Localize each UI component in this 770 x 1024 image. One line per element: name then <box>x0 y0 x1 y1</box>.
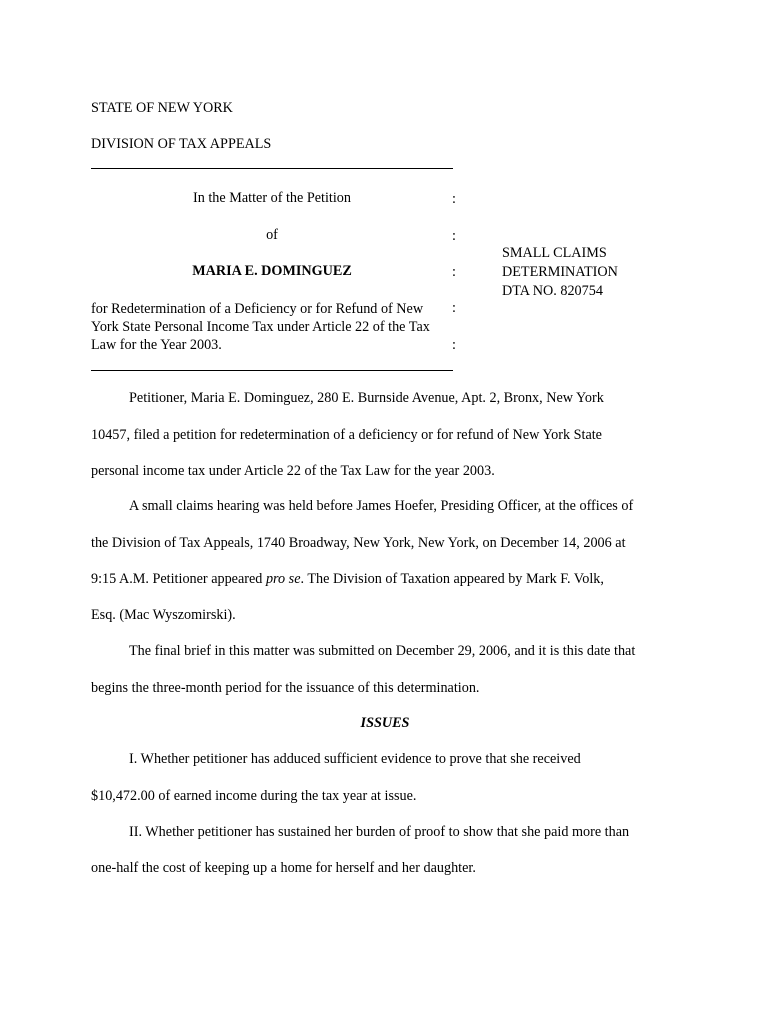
caption-colon: : <box>452 264 456 280</box>
caption-colon: : <box>452 300 456 316</box>
paragraph-line: the Division of Tax Appeals, 1740 Broadway, New York, New York, on December 14, 2006 at <box>91 535 626 551</box>
paragraph-line: Petitioner, Maria E. Dominguez, 280 E. Burnside Avenue, Apt. 2, Bronx, New York <box>129 390 604 406</box>
determination-type-line2: DETERMINATION <box>502 264 618 280</box>
issues-heading: ISSUES <box>360 715 410 731</box>
issue-line: one-half the cost of keeping up a home for herself and her daughter. <box>91 860 476 876</box>
caption-bottom-rule <box>91 370 453 371</box>
paragraph-line: 10457, filed a petition for redetermination of a deficiency or for refund of New York State <box>91 427 602 443</box>
petition-purpose: for Redetermination of a Deficiency or for Refund of New York State Personal Income Tax under Article 22 of the Tax Law for the Year 2003. <box>91 301 430 353</box>
paragraph-line: begins the three-month period for the issuance of this determination. <box>91 680 480 696</box>
caption-colon: : <box>452 337 456 353</box>
paragraph-line: Esq. (Mac Wyszomirski). <box>91 607 236 623</box>
paragraph-line: personal income tax under Article 22 of the Tax Law for the year 2003. <box>91 463 495 479</box>
docket-number: DTA NO. 820754 <box>502 283 603 299</box>
paragraph-text: . The Division of Taxation appeared by Mark F. Volk, <box>300 571 604 587</box>
division-header: DIVISION OF TAX APPEALS <box>91 136 272 152</box>
caption-top-rule <box>91 168 453 169</box>
paragraph-text: 9:15 A.M. Petitioner appeared <box>91 571 266 587</box>
paragraph-line <box>91 571 604 588</box>
caption-colon: : <box>452 228 456 244</box>
matter-line: In the Matter of the Petition <box>193 190 351 206</box>
issue-line: II. Whether petitioner has sustained her burden of proof to show that she paid more than <box>129 824 630 840</box>
state-header: STATE OF NEW YORK <box>91 100 233 116</box>
petitioner-name: MARIA E. DOMINGUEZ <box>192 263 352 279</box>
paragraph-line: A small claims hearing was held before James Hoefer, Presiding Officer, at the offices of <box>129 498 634 514</box>
pro-se-term: pro se <box>265 571 301 587</box>
paragraph-line: The final brief in this matter was submitted on December 29, 2006, and it is this date that <box>129 643 636 659</box>
issue-line: I. Whether petitioner has adduced sufficient evidence to prove that she received <box>129 751 581 767</box>
caption-colon: : <box>452 191 456 207</box>
of-line: of <box>266 227 278 243</box>
determination-type-line1: SMALL CLAIMS <box>502 245 607 261</box>
issue-line: $10,472.00 of earned income during the tax year at issue. <box>91 788 417 804</box>
